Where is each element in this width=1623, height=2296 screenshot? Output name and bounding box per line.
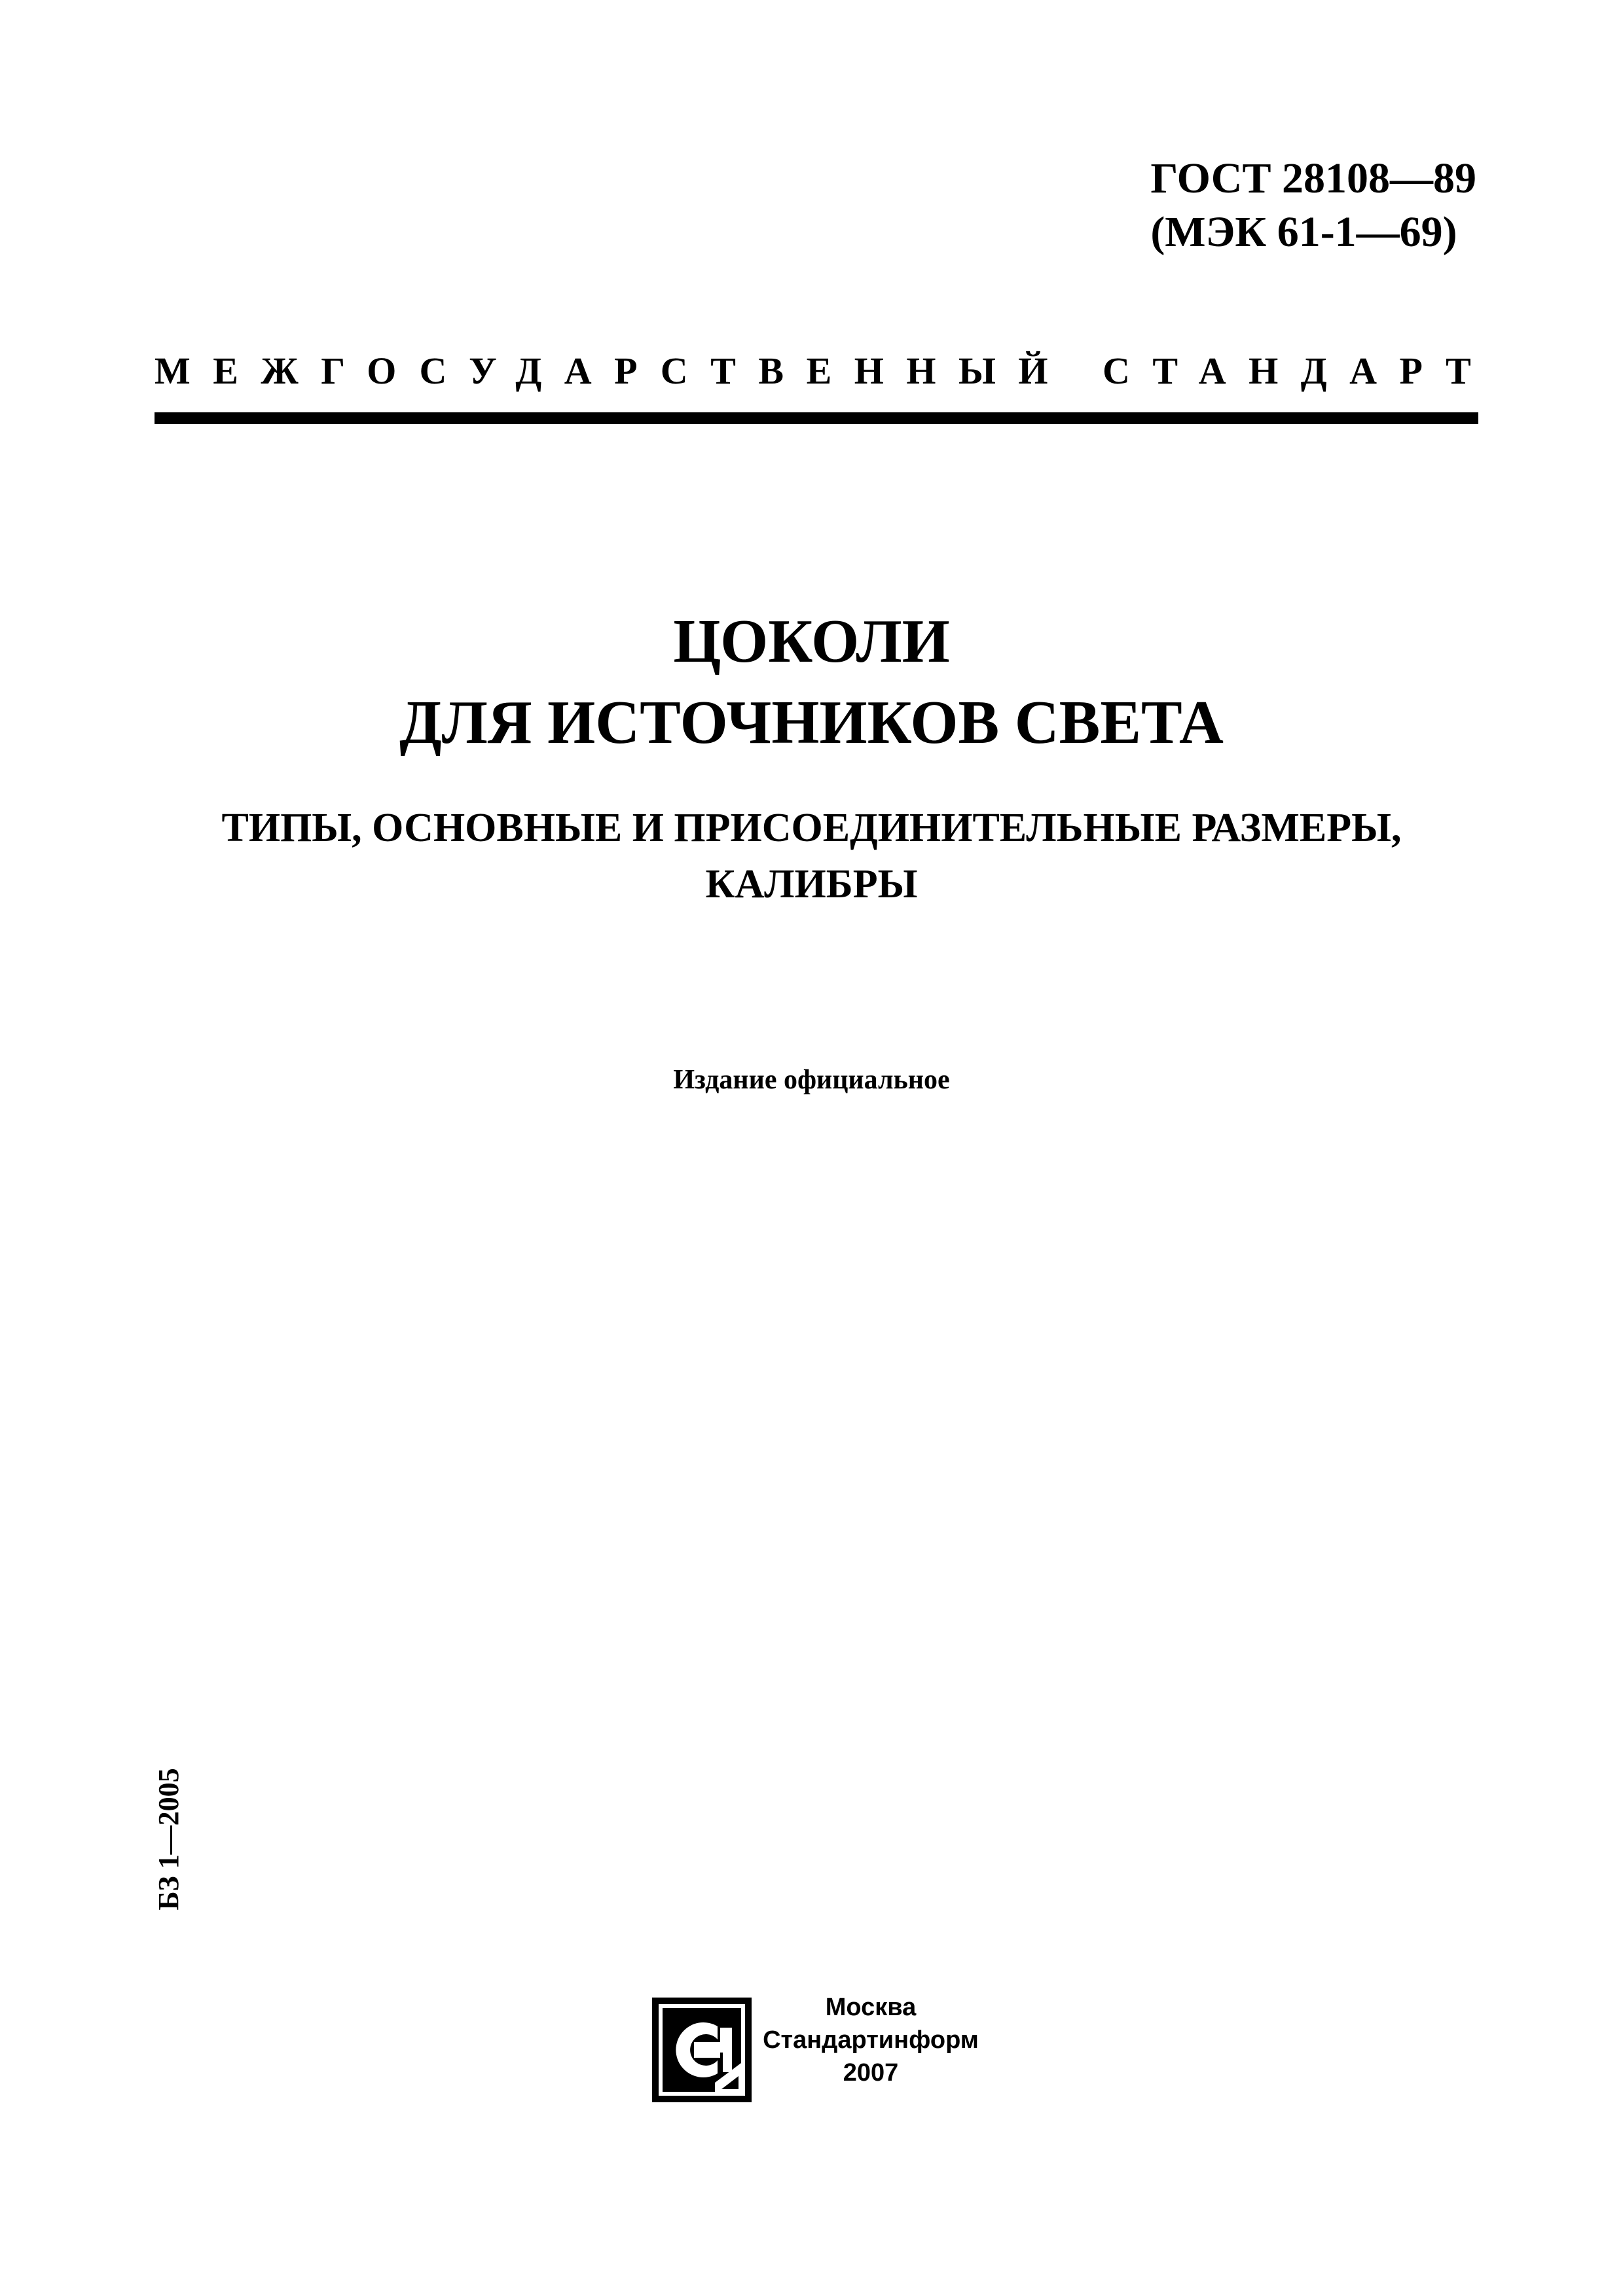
iec-number: (МЭК 61-1—69) <box>1150 208 1457 256</box>
standartinform-logo-icon <box>652 1998 752 2102</box>
publisher-name: Стандартинформ <box>763 2026 979 2054</box>
document-subtitle-line2: КАЛИБРЫ <box>705 862 918 906</box>
gost-code-block <box>1150 152 1476 259</box>
document-title-line1: ЦОКОЛИ <box>673 607 950 675</box>
header-divider <box>155 412 1478 424</box>
publisher-city: Москва <box>825 1994 917 2021</box>
edition-label: Издание официальное <box>673 1065 950 1095</box>
document-subtitle <box>0 800 1623 912</box>
document-title <box>0 601 1623 763</box>
publisher-block <box>759 1991 982 2089</box>
side-mark <box>149 1768 189 1910</box>
standard-type-heading: МЕЖГОСУДАРСТВЕННЫЙ СТАНДАРТ <box>155 350 1494 392</box>
side-mark-text: БЗ 1—2005 <box>153 1768 185 1910</box>
document-subtitle-line1: ТИПЫ, ОСНОВНЫЕ И ПРИСОЕДИНИТЕЛЬНЫЕ РАЗМЕРЫ, <box>221 806 1402 850</box>
gost-number: ГОСТ 28108—89 <box>1150 154 1476 202</box>
document-title-line2: ДЛЯ ИСТОЧНИКОВ СВЕТА <box>399 689 1224 757</box>
publisher-year: 2007 <box>843 2059 899 2087</box>
